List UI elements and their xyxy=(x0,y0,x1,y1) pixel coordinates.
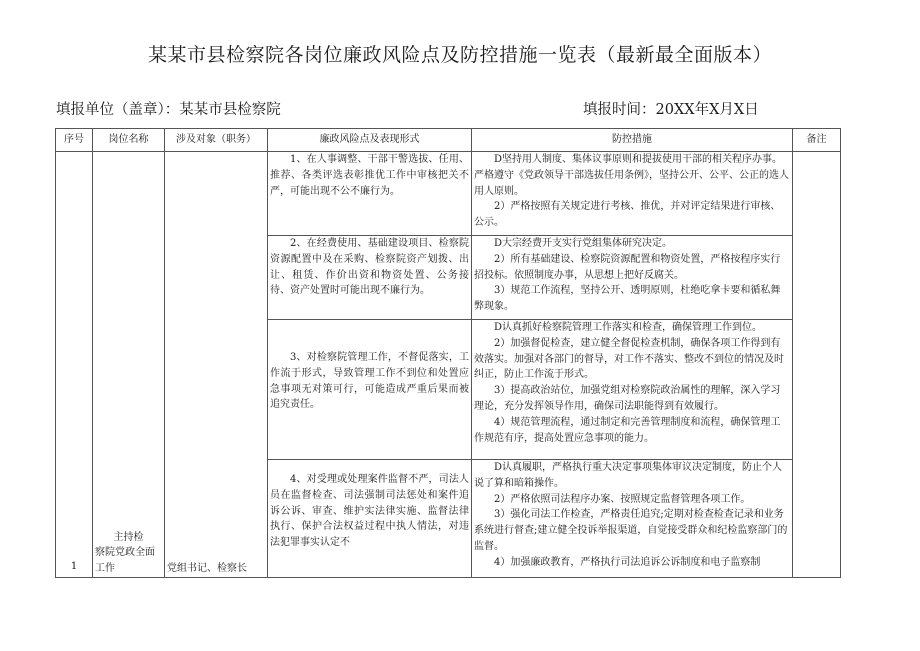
table-row xyxy=(56,152,841,236)
cell-risk: 3、对检察院管理工作，不督促落实，工作流于形式，导致管理工作不到位和处置应急事项无对策可行，可能造成严重后果而被追究责任。 xyxy=(268,320,472,460)
measure-item: 2）严格依照司法程序办案、按照规定监督管理各项工作。 xyxy=(494,493,751,505)
table-header-row xyxy=(56,129,841,152)
cell-measure xyxy=(472,460,793,578)
cell-measure xyxy=(472,320,793,460)
measure-item: 4）加强廉政教育，严格执行司法追诉公诉制度和电子监察制 xyxy=(494,556,761,568)
post-line: 主持检 xyxy=(113,531,144,543)
col-header-scope: 涉及对象（职务） xyxy=(165,129,268,152)
col-header-measure: 防控措施 xyxy=(472,129,793,152)
measure-item: 3）强化司法工作检查，严格责任追究;定期对检查检查记录和业务系统进行督查;建立健全投诉举报渠道，自觉接受群众和纪检监察部门的监督。 xyxy=(474,509,788,552)
cell-post xyxy=(93,152,165,578)
measure-item: D认真履职，严格执行重大决定事项集体审议决定制度，防止个人说了算和暗箱操作。 xyxy=(474,462,783,489)
post-line: 察院党政全面 xyxy=(95,547,155,559)
fill-time: 填报时间：20XX年X月X日 xyxy=(583,102,759,118)
page-title: 某某市县检察院各岗位廉政风险点及防控措施一览表（最新最全面版本） xyxy=(147,44,772,66)
cell-risk: 4、对受理或处理案件监督不严，司法人员在监督检查、司法强制司法惩处和案件追诉公诉、审查、维护实法律实施、监督法律执行、保护合法权益过程中执人情法，对违法犯罪事实认定不 xyxy=(268,460,472,578)
cell-no: 1 xyxy=(56,152,93,578)
cell-risk: 2、在经费使用、基础建设项目、检察院资源配置中及在采购、检察院资产划拨、出让、租赁、作价出资和物资处置、公务接待、资产处置时可能出现不廉行为。 xyxy=(268,236,472,320)
measure-item: 2）加强督促检查，建立健全督促检查机制，确保各项工作得到有效落实。加强对各部门的督导，对工作不落实、整改不到位的情况及时纠正，防止工作流于形式。 xyxy=(474,337,784,381)
measure-item: 3）提高政治站位，加强党组对检察院政治属性的理解，深入学习理论，充分发挥领导作用，确保司法职能得到有效履行。 xyxy=(474,385,781,412)
measure-item: D大宗经费开支实行党组集体研究决定。 xyxy=(494,238,673,249)
post-line: 工作 xyxy=(95,563,115,575)
fill-unit: 填报单位（盖章）：某某市县检察院 xyxy=(56,102,281,118)
col-header-no: 序号 xyxy=(56,129,93,152)
cell-risk: 1、在人事调整、干部干警选拔、任用、推荐、各类评选表彰推优工作中审核把关不严，可能出现不公不廉行为。 xyxy=(268,152,472,236)
measure-item: 2）严格按照有关规定进行考核、推优，并对评定结果进行审核、公示。 xyxy=(474,201,781,229)
measure-item: 4）规范管理流程，通过制定和完善管理制度和流程，确保管理工作规范有序，提高处置应急事项的能力。 xyxy=(474,416,781,444)
cell-measure xyxy=(472,236,793,320)
risk-table xyxy=(55,128,841,578)
col-header-post: 岗位名称 xyxy=(93,129,165,152)
col-header-remark: 备注 xyxy=(793,129,841,152)
measure-item: 2）所有基础建设、检察院资源配置和物资处置，严格按程序实行招投标。依照制度办事，从思想上把好反腐关。 xyxy=(474,253,781,281)
cell-remark xyxy=(793,152,841,578)
measure-item: D认真抓好检察院管理工作落实和检查，确保管理工作到位。 xyxy=(494,322,763,333)
measure-item: 3）规范工作流程，坚持公开、透明原则，杜绝吃拿卡要和循私舞弊现象。 xyxy=(474,285,781,313)
measure-item: D坚持用人制度、集体议事原则和提拔使用干部的相关程序办事。严格遵守《党政领导干部选拔任用条例》，坚持公开、公平、公正的选人用人原则。 xyxy=(474,154,789,197)
cell-measure xyxy=(472,152,793,236)
col-header-risk: 廉政风险点及表现形式 xyxy=(268,129,472,152)
cell-scope: 党组书记、检察长 xyxy=(165,152,268,578)
